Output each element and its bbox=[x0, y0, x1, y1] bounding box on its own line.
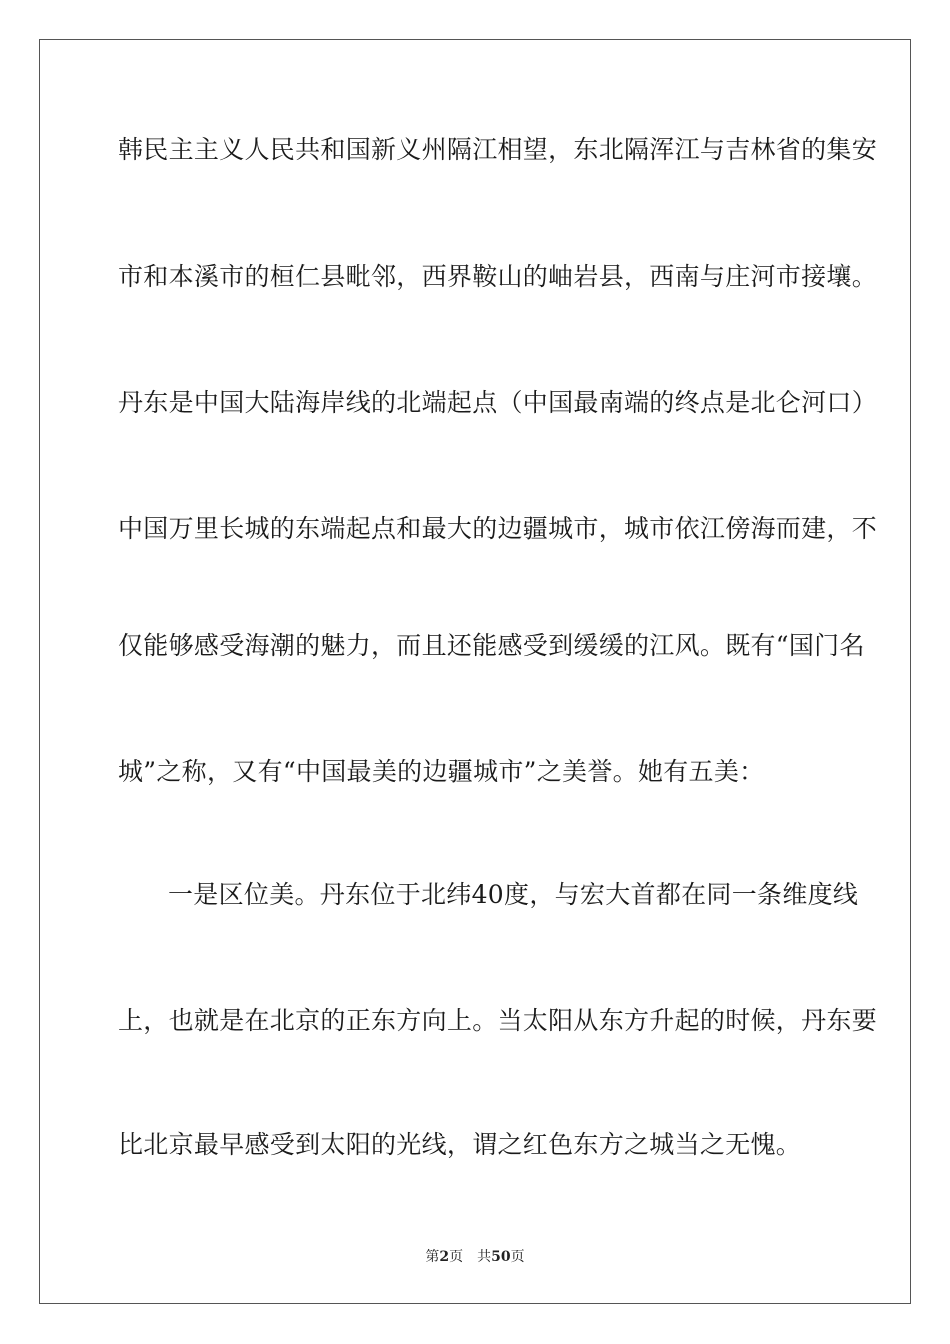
body-text-line: 比北京最早感受到太阳的光线，谓之红色东方之城当之无愧。 bbox=[118, 1130, 802, 1159]
body-text-line: 韩民主主义人民共和国新义州隔江相望，东北隔浑江与吉林省的集安 bbox=[118, 135, 878, 164]
page-border bbox=[39, 39, 911, 1304]
total-prefix: 共 bbox=[477, 1249, 492, 1265]
page-footer bbox=[0, 1248, 950, 1266]
body-text-line: 城”之称，又有“中国最美的边疆城市”之美誉。她有五美： bbox=[118, 757, 765, 786]
body-text-line: 丹东是中国大陆海岸线的北端起点（中国最南端的终点是北仑河口） bbox=[118, 388, 878, 417]
page-prefix: 第 bbox=[425, 1249, 440, 1265]
body-text-line: 上，也就是在北京的正东方向上。当太阳从东方升起的时候，丹东要 bbox=[118, 1006, 878, 1035]
body-text-line: 市和本溪市的桓仁县毗邻，西界鞍山的岫岩县，西南与庄河市接壤。 bbox=[118, 262, 878, 291]
paragraph-first-line: 一是区位美。丹东位于北纬40度，与宏大首都在同一条维度线 bbox=[168, 880, 859, 909]
body-text-line: 仅能够感受海潮的魅力，而且还能感受到缓缓的江风。既有“国门名 bbox=[118, 631, 865, 660]
page-number: 2 bbox=[439, 1249, 450, 1265]
body-text-line: 中国万里长城的东端起点和最大的边疆城市，城市依江傍海而建，不 bbox=[118, 514, 878, 543]
total-suffix: 页 bbox=[510, 1249, 525, 1265]
page-suffix: 页 bbox=[449, 1249, 464, 1265]
total-pages: 50 bbox=[491, 1249, 511, 1265]
